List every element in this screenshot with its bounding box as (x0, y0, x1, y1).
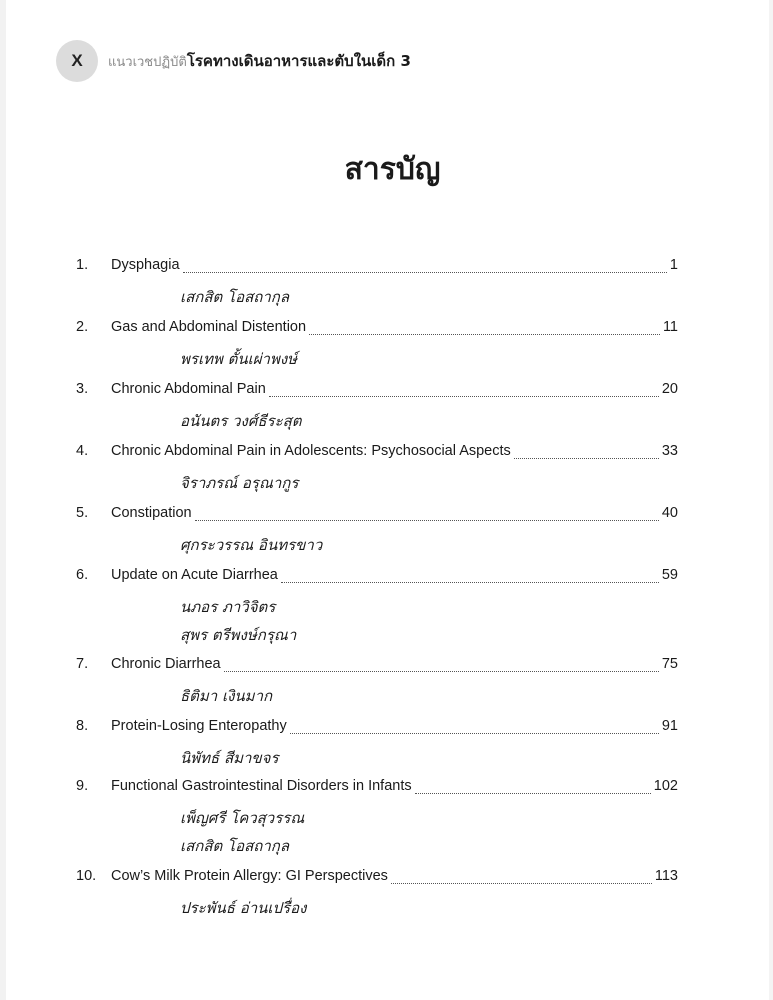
header-text (108, 49, 411, 73)
chapter-author: อนันตร วงศ์ธีระสุต (180, 412, 302, 430)
toc-entry (76, 656, 678, 706)
toc-entry (76, 381, 678, 431)
chapter-page-number: 40 (661, 505, 678, 521)
chapter-author: เพ็ญศรี โควสุวรรณ (180, 809, 305, 827)
chapter-author: พรเทพ ตั้นเผ่าพงษ์ (180, 350, 298, 368)
chapter-author: จิราภรณ์ อรุณากูร (180, 474, 299, 492)
chapter-number: 1. (76, 257, 89, 273)
chapter-title: Cow’s Milk Protein Allergy: GI Perspectives (111, 868, 388, 884)
toc-entry-row (76, 319, 678, 341)
chapter-author: สุพร ตรีพงษ์กรุณา (180, 626, 297, 644)
toc-entry (76, 319, 678, 369)
chapter-page-number: 11 (662, 319, 678, 335)
chapter-page-number: 75 (661, 656, 678, 672)
chapter-author: นภอร ภาวิจิตร (180, 598, 276, 616)
dot-leader (224, 670, 659, 672)
chapter-page-number: 1 (669, 257, 678, 273)
dot-leader (391, 882, 652, 884)
page-number: X (71, 51, 83, 70)
toc-entry (76, 257, 678, 307)
header-series: แนวเวชปฏิบัติ (108, 55, 187, 70)
toc-entry (76, 567, 678, 645)
running-header (56, 40, 411, 82)
toc-entry-row (76, 656, 678, 678)
chapter-title: Gas and Abdominal Distention (111, 319, 307, 335)
header-book-title: โรคทางเดินอาหารและตับในเด็ก 3 (186, 52, 411, 70)
chapter-author: ศุกระวรรณ อินทรขาว (180, 536, 323, 554)
dot-leader (290, 732, 659, 734)
chapter-number: 9. (76, 778, 89, 794)
chapter-page-number: 91 (661, 718, 678, 734)
chapter-author: นิพัทธ์ สีมาขจร (180, 749, 279, 767)
dot-leader (195, 519, 659, 521)
dot-leader (309, 333, 660, 335)
chapter-number: 8. (76, 718, 89, 734)
chapter-title: Chronic Abdominal Pain (111, 381, 266, 397)
toc-entry (76, 443, 678, 493)
toc-entry-row (76, 868, 678, 890)
toc-heading: สารบัญ (344, 152, 441, 187)
toc-entry (76, 718, 678, 768)
toc-entry (76, 868, 678, 918)
toc-entry (76, 505, 678, 555)
toc-entry (76, 778, 678, 856)
toc-entry-row (76, 567, 678, 589)
chapter-page-number: 20 (661, 381, 678, 397)
chapter-number: 4. (76, 443, 89, 459)
chapter-page-number: 113 (654, 868, 678, 884)
chapter-author: เสกสิต โอสถากุล (180, 288, 290, 306)
chapter-number: 2. (76, 319, 89, 335)
chapter-number: 7. (76, 656, 89, 672)
chapter-number: 5. (76, 505, 89, 521)
toc-entry-row (76, 718, 678, 740)
chapter-title: Chronic Abdominal Pain in Adolescents: Psychosocial Aspects (111, 443, 511, 459)
chapter-author: ประพันธ์ อ่านเปรื่อง (180, 899, 307, 917)
dot-leader (281, 581, 659, 583)
chapter-author: ธิติมา เงินมาก (180, 687, 273, 705)
chapter-author: เสกสิต โอสถากุล (180, 837, 290, 855)
chapter-title: Constipation (111, 505, 192, 521)
toc-entry-row (76, 778, 678, 800)
dot-leader (415, 792, 651, 794)
chapter-title: Chronic Diarrhea (111, 656, 221, 672)
chapter-title: Functional Gastrointestinal Disorders in Infants (111, 778, 412, 794)
chapter-title: Update on Acute Diarrhea (111, 567, 278, 583)
toc-entry-row (76, 443, 678, 465)
chapter-page-number: 102 (653, 778, 678, 794)
chapter-title: Dysphagia (111, 257, 180, 273)
toc-entry-row (76, 257, 678, 279)
dot-leader (183, 271, 667, 273)
toc-entry-row (76, 381, 678, 403)
chapter-page-number: 33 (661, 443, 678, 459)
toc-entry-row (76, 505, 678, 527)
chapter-number: 10. (76, 868, 97, 884)
chapter-title: Protein-Losing Enteropathy (111, 718, 287, 734)
page-number-badge (56, 40, 98, 82)
chapter-number: 3. (76, 381, 89, 397)
chapter-page-number: 59 (661, 567, 678, 583)
dot-leader (269, 395, 659, 397)
chapter-number: 6. (76, 567, 89, 583)
dot-leader (514, 457, 659, 459)
